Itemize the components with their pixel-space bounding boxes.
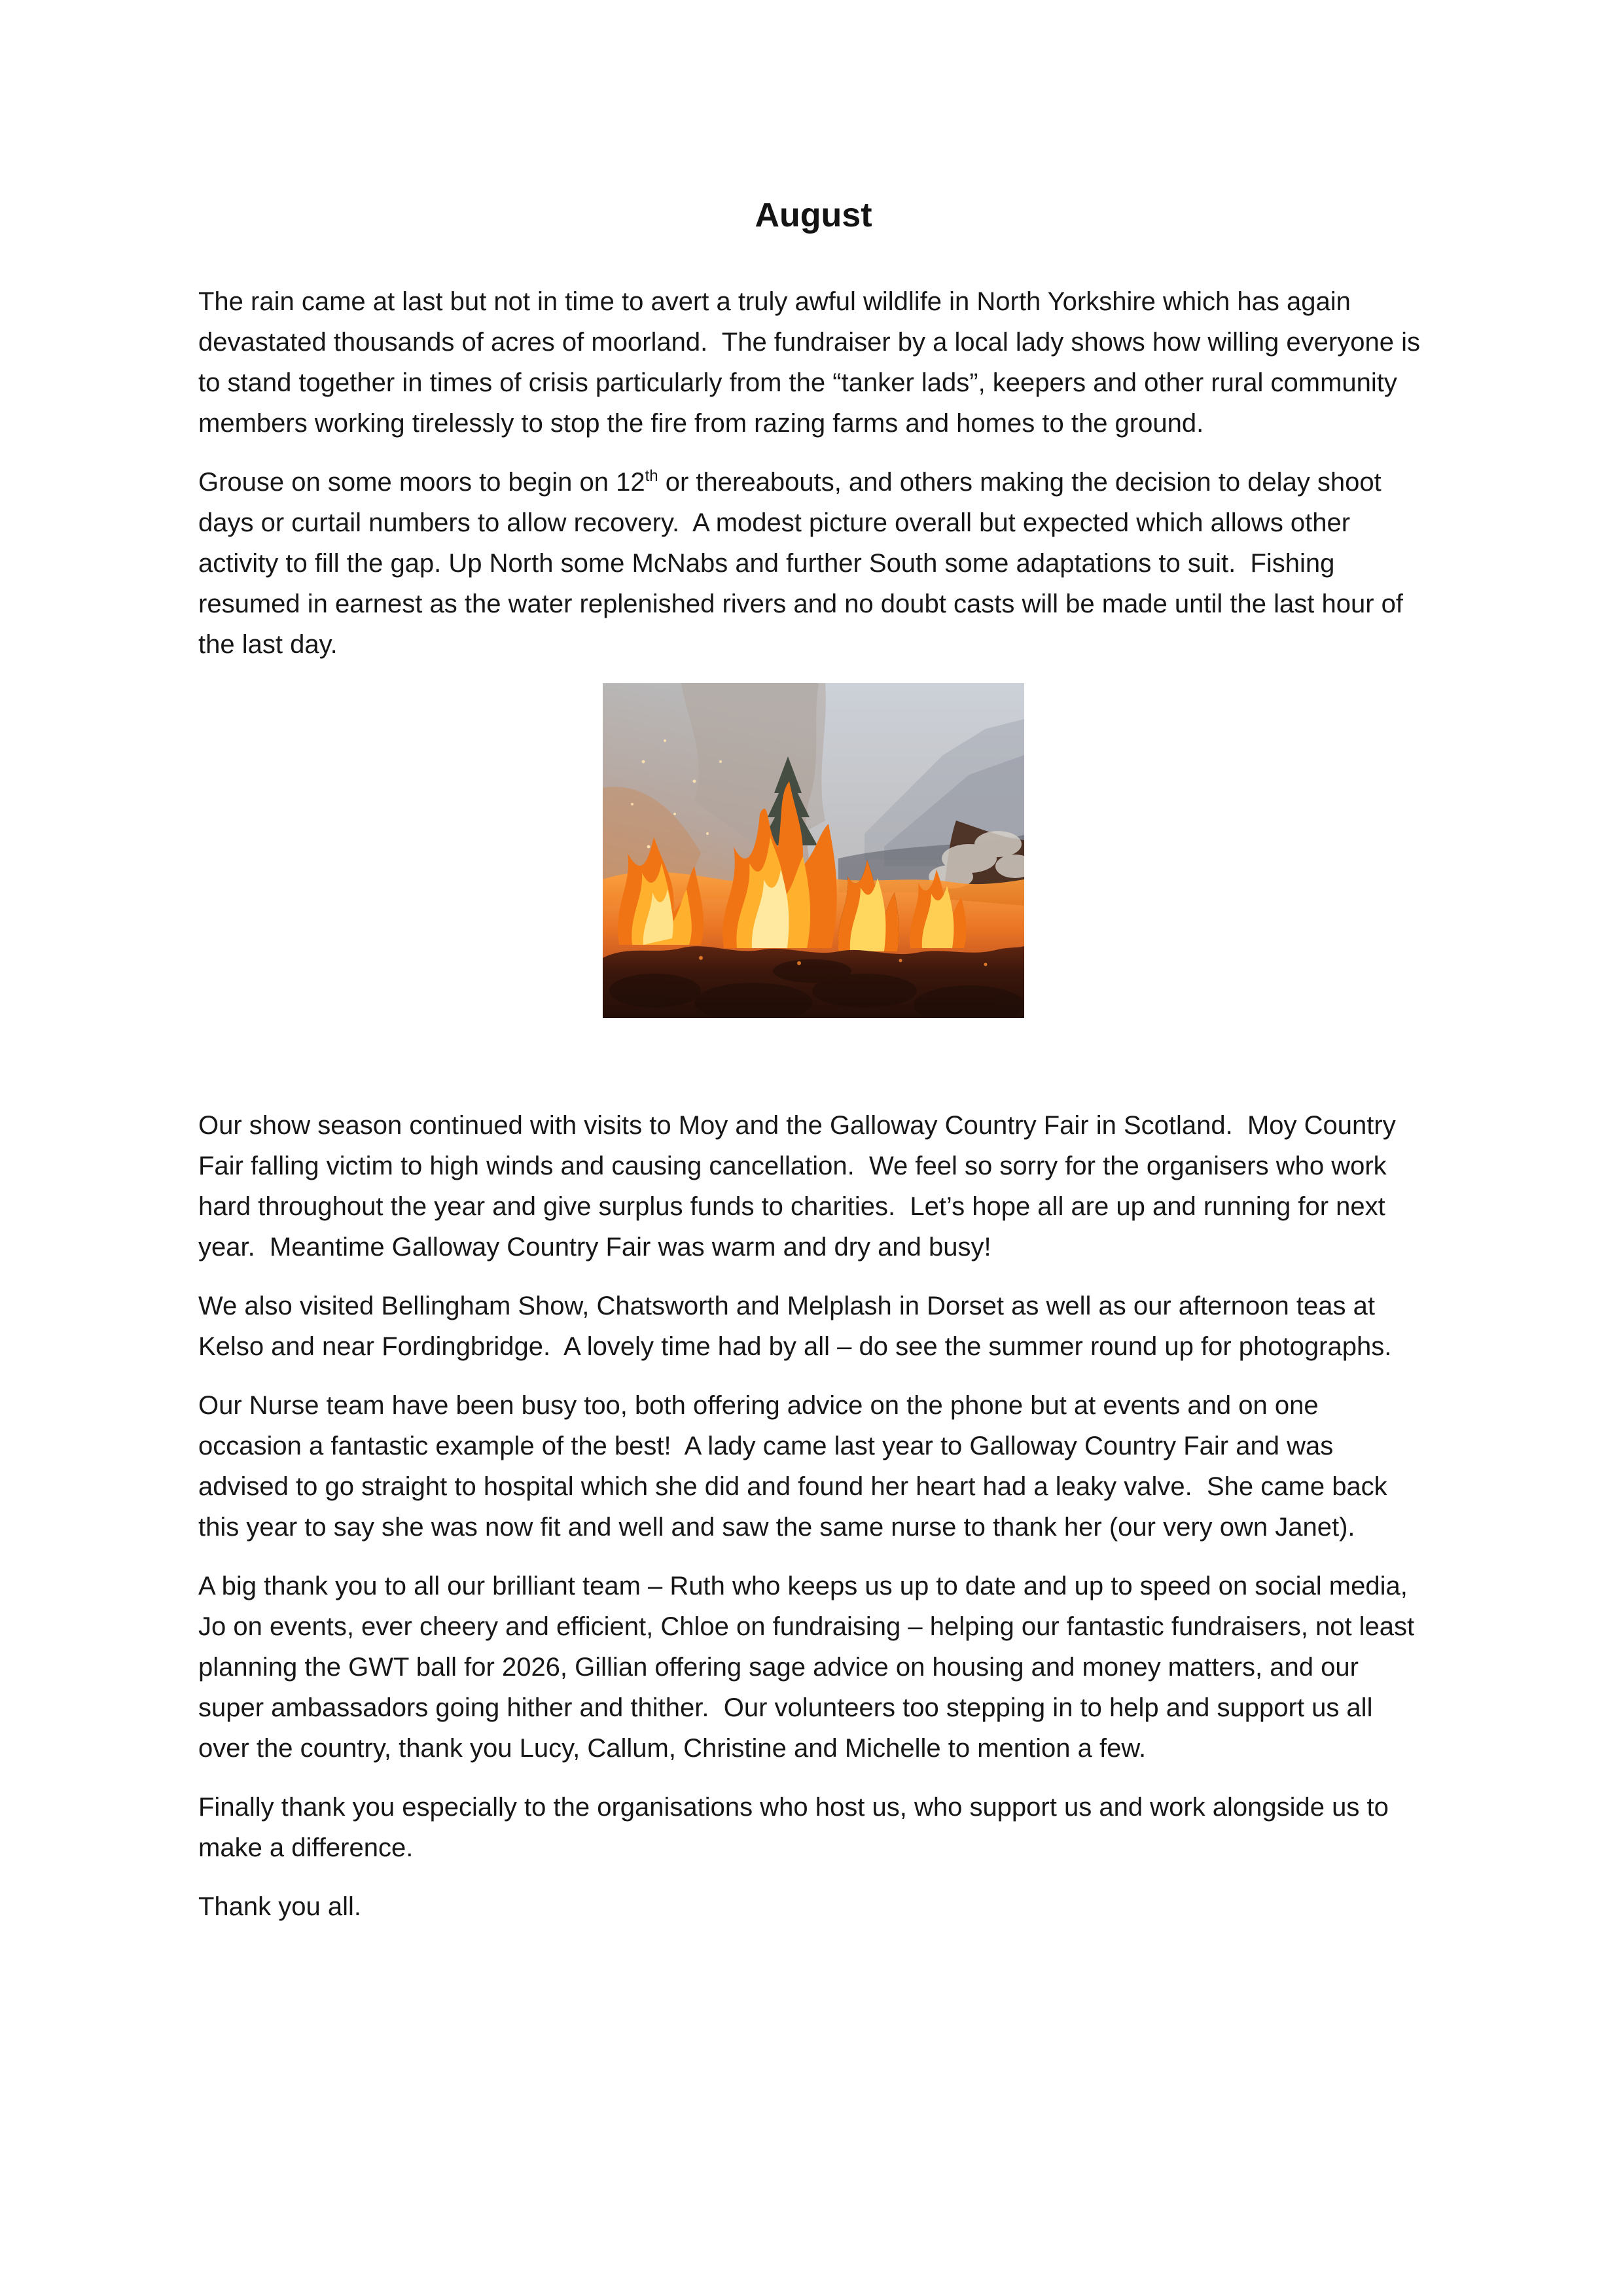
paragraph-hosts-thanks: Finally thank you especially to the organisations who host us, who support us and work alongside us to make a difference. [198, 1793, 1396, 1862]
paragraph-rain: The rain came at last but not in time to avert a truly awful wildlife in North Yorkshire which has again devastated thousands of acres of moorland. The fundraiser by a local lady shows how willing everyone is to stand together in times of crisis particularly from the “tanker lads”, keepers and other rural community members working tirelessly to stop the fire from razing farms and homes to the ground. [198, 287, 1428, 438]
grouse-text-before-superscript: Grouse on some moors to begin on 12 [198, 468, 645, 497]
paragraph-visits: We also visited Bellingham Show, Chatsworth and Melplash in Dorset as well as our afternoon teas at Kelso and near Fordingbridge. A lovely time had by all – do see the summer round up for photographs. [198, 1292, 1392, 1361]
wildfire-photo-graphic [603, 683, 1024, 1018]
wildfire-photo [603, 683, 1024, 1018]
paragraph-show-season: Our show season continued with visits to Moy and the Galloway Country Fair in Scotland. Moy Country Fair falling victim to high winds and causing cancellation. We feel so sorry for the organisers who work hard throughout the year and give surplus funds to charities. Let’s hope all are up and running for next year. Meantime Galloway Country Fair was warm and dry and busy! [198, 1111, 1403, 1262]
paragraph-closing: Thank you all. [198, 1892, 362, 1921]
page-title: August [755, 196, 872, 234]
grouse-text-after-superscript: or thereabouts, and others making the decision to delay shoot days or curtail numbers to allow recovery. A modest picture overall but expected which allows other activity to fill the gap. Up North some McNabs and further South some adaptations to suit. Fishing resumed in earnest as the water replenished rivers and no doubt casts will be made until the last hour of the last day. [198, 468, 1411, 659]
paragraph-grouse [198, 462, 1429, 665]
ordinal-th-superscript: th [645, 467, 658, 485]
paragraph-team-thanks: A big thank you to all our brilliant team – Ruth who keeps us up to date and up to speed on social media, Jo on events, ever cheery and efficient, Chloe on fundraising – helping our fantastic fundraisers, not least planning the GWT ball for 2026, Gillian offering sage advice on housing and money matters, and our super ambassadors going hither and thither. Our volunteers too stepping in to help and support us all over the country, thank you Lucy, Callum, Christine and Michelle to mention a few. [198, 1572, 1422, 1763]
paragraph-nurse-team: Our Nurse team have been busy too, both offering advice on the phone but at events and on one occasion a fantastic example of the best! A lady came last year to Galloway Country Fair and was advised to go straight to hospital which she did and found her heart had a leaky valve. She came back this year to say she was now fit and well and saw the same nurse to thank her (our very own Janet). [198, 1391, 1395, 1542]
document-content [198, 0, 1429, 1945]
